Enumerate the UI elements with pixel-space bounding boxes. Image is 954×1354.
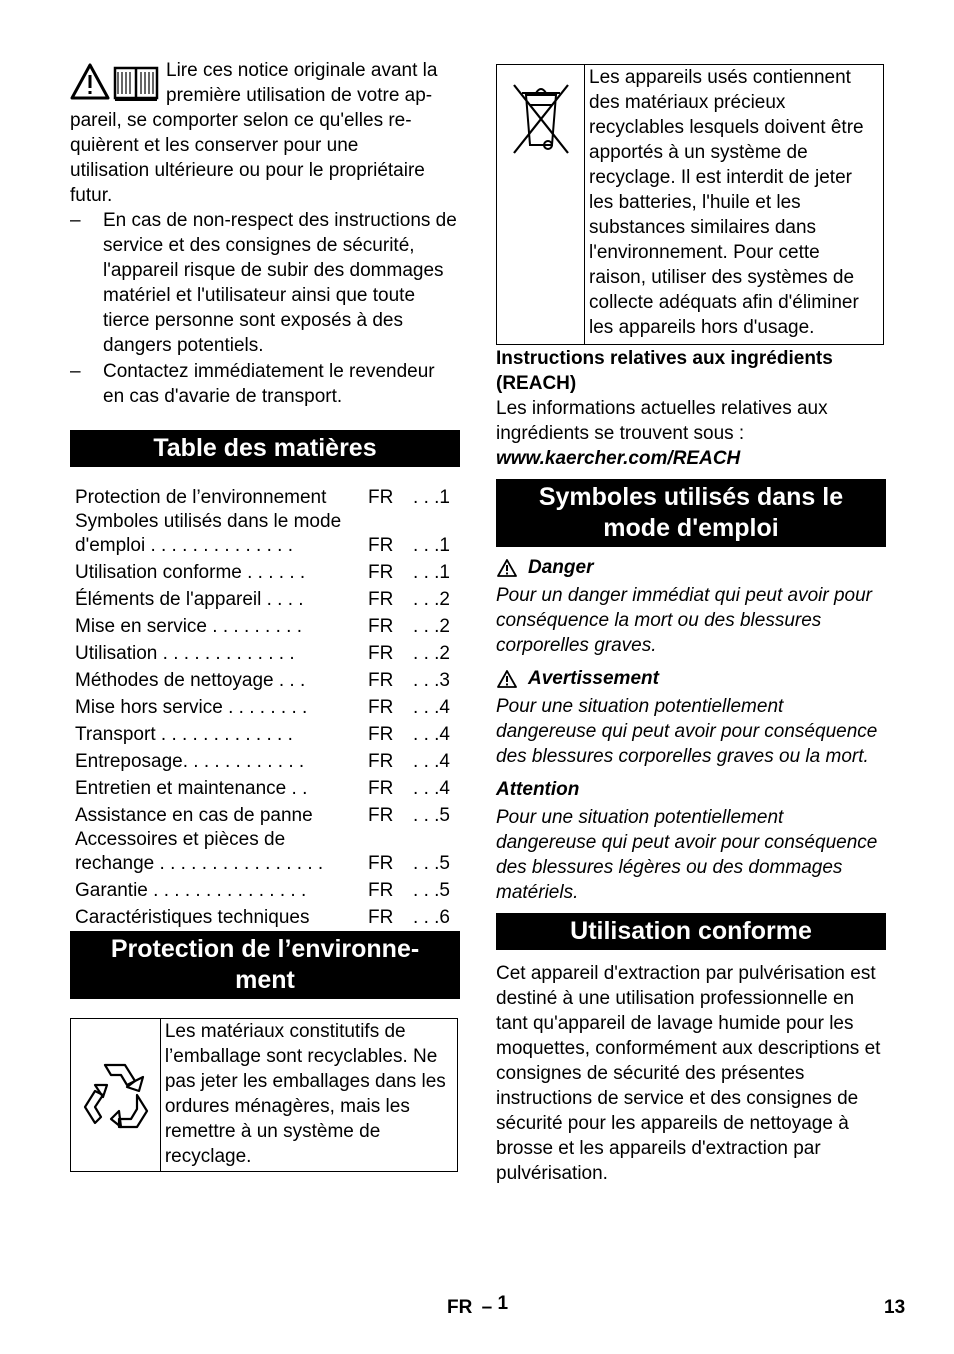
intro-line: utilisation ultérieure ou pour le propriétaire xyxy=(70,160,425,181)
toc-page: . . .5 xyxy=(413,880,450,901)
toc-row[interactable] xyxy=(70,801,460,828)
warning-label: Avertissement xyxy=(528,668,659,689)
footer-section-marker xyxy=(447,1293,509,1319)
toc-page: . . .5 xyxy=(413,805,450,826)
attention-label: Attention xyxy=(496,779,580,800)
toc-lang: FR xyxy=(368,643,394,664)
reach-link[interactable]: www.kaercher.com/REACH xyxy=(496,448,741,469)
toc-row[interactable] xyxy=(70,876,460,903)
usage-text: Cet appareil d'extraction par pulvérisation est destiné à une utilisation professionnelle en tant qu'appareil de lavage humide pour les moquettes, conformément aux descriptions et consignes de sécurité des présentes instructions de service et des consignes de sécurité pour les appareils de nettoyage à brosse et les appareils d'extraction par pulvérisation. xyxy=(496,963,881,1184)
toc-page: . . .4 xyxy=(413,778,450,799)
toc-title: Entreposage. . . . . . . . . . . . xyxy=(75,751,305,772)
recycle-icon xyxy=(77,1057,153,1133)
toc-lang: FR xyxy=(368,907,394,928)
attention-text: Pour une situation potentiellement dangereuse qui peut avoir pour conséquence des blessures légères ou des dommages matériels. xyxy=(496,807,878,903)
bullet-dash: – xyxy=(70,210,81,231)
warning-icon xyxy=(496,558,518,578)
toc-title: Protection de l’environnement xyxy=(75,487,327,508)
left-column xyxy=(70,58,460,1172)
toc-page: . . .2 xyxy=(413,616,450,637)
intro-line: quièrent et les conserver pour une xyxy=(70,135,359,156)
toc-lang: FR xyxy=(368,880,394,901)
toc-row[interactable] xyxy=(70,483,460,510)
intro-line: pareil, se comporter selon ce qu'elles re- xyxy=(70,110,412,131)
toc-page: . . .1 xyxy=(413,535,450,556)
toc-title: Éléments de l'appareil . . . . xyxy=(75,589,304,610)
environment-heading xyxy=(70,931,460,999)
bullet-text: Contactez immédiatement le revendeur en cas d'avarie de transport. xyxy=(103,361,435,407)
symbols-heading xyxy=(496,479,886,547)
toc-row[interactable] xyxy=(70,903,460,930)
symbol-warning xyxy=(496,666,886,769)
toc-row[interactable] xyxy=(70,558,460,585)
toc-page: . . .2 xyxy=(413,643,450,664)
toc-lang: FR xyxy=(368,616,394,637)
toc-lang: FR xyxy=(368,778,394,799)
reach-text: Les informations actuelles relatives aux ingrédients se trouvent sous : xyxy=(496,398,828,444)
toc-page: . . .4 xyxy=(413,751,450,772)
warning-label-row xyxy=(496,666,886,692)
intro-line: Lire ces notice originale avant la xyxy=(166,60,438,81)
toc-row[interactable] xyxy=(70,693,460,720)
symbols-heading-line: mode d'emploi xyxy=(603,514,779,542)
toc-lang: FR xyxy=(368,697,394,718)
toc-lang: FR xyxy=(368,670,394,691)
weee-cell xyxy=(497,65,585,344)
toc-row[interactable] xyxy=(70,510,460,558)
crossed-bin-icon xyxy=(508,79,574,159)
toc-page: . . .1 xyxy=(413,487,450,508)
intro-icons xyxy=(70,62,162,108)
weee-text: Les appareils usés contiennent des matériaux précieux recyclables lesquels doivent être apportés à un système de recyclage. Il est interdit de jeter les batteries, l'huile et les substances similaires dans l'environnement. Pour cette raison, utiliser des systèmes de collecte adéquats afin d'éliminer les appareils hors d'usage. xyxy=(589,67,864,338)
toc-lang: FR xyxy=(368,724,394,745)
toc-title: Caractéristiques techniques xyxy=(75,907,310,928)
toc-row[interactable] xyxy=(70,585,460,612)
footer-dash: – xyxy=(481,1297,493,1318)
toc-lang: FR xyxy=(368,562,394,583)
toc-page: . . .4 xyxy=(413,724,450,745)
toc-row[interactable] xyxy=(70,747,460,774)
usage-heading: Utilisation conforme xyxy=(496,913,886,950)
toc-title: Utilisation . . . . . . . . . . . . . xyxy=(75,643,295,664)
toc-row[interactable] xyxy=(70,720,460,747)
packaging-box xyxy=(70,1018,458,1172)
warning-text: Pour une situation potentiellement dangereuse qui peut avoir pour conséquence des blessures corporelles graves ou la mort. xyxy=(496,696,878,767)
toc-row[interactable] xyxy=(70,639,460,666)
toc-title: Méthodes de nettoyage . . . xyxy=(75,670,306,691)
toc-heading: Table des matières xyxy=(70,430,460,467)
danger-text: Pour un danger immédiat qui peut avoir pour conséquence la mort ou des blessures corporelles graves. xyxy=(496,585,873,656)
toc-lang: FR xyxy=(368,751,394,772)
toc-lang: FR xyxy=(368,535,394,556)
environment-heading-line: ment xyxy=(235,966,295,994)
danger-label-row xyxy=(496,555,886,581)
page-number: 13 xyxy=(884,1297,906,1318)
danger-label: Danger xyxy=(528,557,594,578)
toc-row[interactable] xyxy=(70,774,460,801)
table-of-contents xyxy=(70,483,460,930)
packaging-text: Les matériaux constitutifs de l’emballage sont recyclables. Ne pas jeter les emballages dans les ordures ménagères, mais les remettre à un système de recyclage. xyxy=(164,1021,446,1167)
toc-title: Mise hors service . . . . . . . . xyxy=(75,697,308,718)
toc-page: . . .1 xyxy=(413,562,450,583)
toc-title: Garantie . . . . . . . . . . . . . . . xyxy=(75,880,307,901)
toc-title: Utilisation conforme . . . . . . xyxy=(75,562,306,583)
intro-bullet xyxy=(70,208,460,358)
toc-page: . . .6 xyxy=(413,907,450,928)
environment-heading-line: Protection de l’environne- xyxy=(110,935,420,963)
recycle-cell xyxy=(71,1019,161,1171)
toc-title: Assistance en cas de panne xyxy=(75,805,313,826)
bullet-dash: – xyxy=(70,361,81,382)
toc-page: . . .3 xyxy=(413,670,450,691)
footer-section-page: 1 xyxy=(497,1293,509,1314)
toc-page: . . .4 xyxy=(413,697,450,718)
toc-title: Transport . . . . . . . . . . . . . xyxy=(75,724,293,745)
toc-title: Symboles utilisés dans le mode d'emploi . . . . . . . . . . . . . . xyxy=(75,511,342,556)
toc-page: . . .2 xyxy=(413,589,450,610)
toc-title: Entretien et maintenance . . xyxy=(75,778,308,799)
bullet-text: En cas de non-respect des instructions de service et des consignes de sécurité, l'appareil risque de subir des dommages matériel et l'utilisateur ainsi que toute tierce personne sont exposés à des dangers potentiels. xyxy=(103,210,457,356)
warning-icon xyxy=(496,669,518,689)
weee-box xyxy=(496,64,884,345)
intro-line: première utilisation de votre ap- xyxy=(166,85,433,106)
toc-row[interactable] xyxy=(70,666,460,693)
toc-row[interactable] xyxy=(70,612,460,639)
toc-lang: FR xyxy=(368,589,394,610)
toc-lang: FR xyxy=(368,805,394,826)
warning-manual-icon xyxy=(70,62,160,102)
symbol-attention xyxy=(496,777,886,905)
intro-bullet xyxy=(70,359,460,409)
toc-row[interactable] xyxy=(70,828,460,876)
toc-title: Mise en service . . . . . . . . . xyxy=(75,616,303,637)
intro-line: futur. xyxy=(70,185,113,206)
footer-lang: FR xyxy=(447,1297,473,1318)
symbol-danger xyxy=(496,555,886,658)
toc-page: . . .5 xyxy=(413,853,450,874)
intro-section xyxy=(70,58,460,409)
symbols-heading-line: Symboles utilisés dans le xyxy=(538,483,844,511)
reach-heading: Instructions relatives aux ingrédients (REACH) xyxy=(496,348,833,394)
right-column xyxy=(496,64,886,1186)
toc-lang: FR xyxy=(368,853,394,874)
toc-lang: FR xyxy=(368,487,394,508)
toc-title: Accessoires et pièces de rechange . . . . . . . . . . . . . . . . xyxy=(75,829,324,874)
